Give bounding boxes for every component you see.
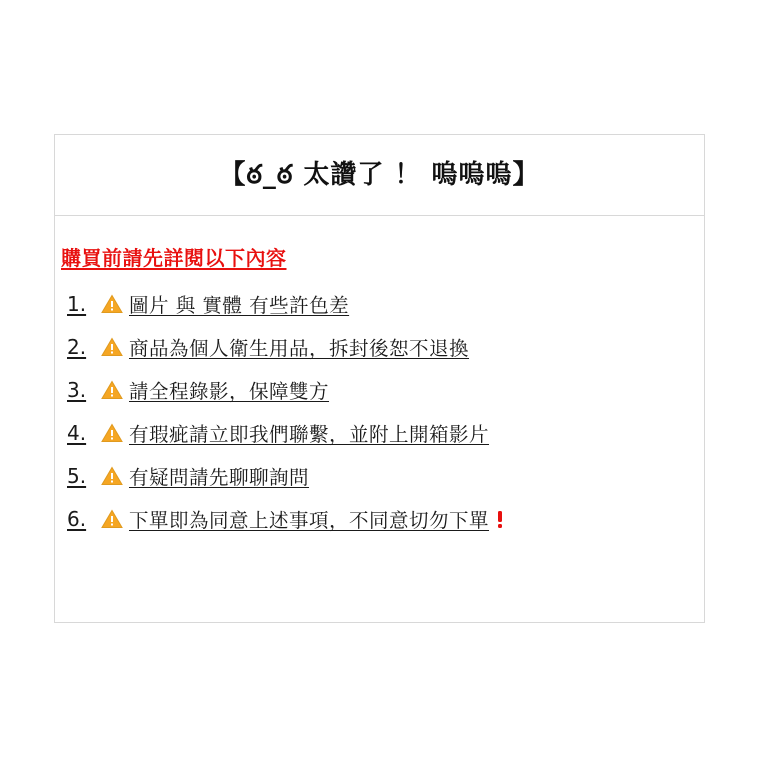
rule-text: 商品為個人衛生用品，拆封後恕不退換 — [129, 337, 470, 360]
notice-subtitle: 購買前請先詳閱以下內容 — [61, 246, 287, 270]
red-exclamation-icon — [493, 509, 507, 529]
list-item — [55, 289, 704, 319]
rule-text: 有瑕疵請立即我們聯繫，並附上開箱影片 — [129, 423, 490, 446]
rule-number: 5. — [67, 464, 87, 488]
rule-text: 請全程錄影，保障雙方 — [129, 380, 330, 403]
notice-body — [55, 216, 704, 534]
page-title: 【ఠ_ఠ 太讚了 ！ 嗚嗚嗚】 — [219, 160, 540, 190]
list-item — [55, 375, 704, 405]
list-item — [55, 504, 704, 534]
warning-triangle-icon — [101, 509, 123, 529]
rule-list — [55, 289, 704, 534]
rule-number: 4. — [67, 421, 87, 445]
rule-number: 3. — [67, 378, 87, 402]
notice-header — [55, 135, 704, 216]
rule-text: 圖片 與 實體 有些許色差 — [129, 294, 350, 317]
purchase-notice-card — [54, 134, 705, 623]
list-item — [55, 461, 704, 491]
rule-text: 有疑問請先聊聊詢問 — [129, 466, 310, 489]
rule-text: 下單即為同意上述事項，不同意切勿下單 — [129, 509, 490, 532]
warning-triangle-icon — [101, 380, 123, 400]
rule-number: 6. — [67, 507, 87, 531]
list-item — [55, 332, 704, 362]
warning-triangle-icon — [101, 294, 123, 314]
rule-number: 2. — [67, 335, 87, 359]
warning-triangle-icon — [101, 466, 123, 486]
subtitle-row — [55, 242, 704, 271]
rule-number: 1. — [67, 292, 87, 316]
warning-triangle-icon — [101, 337, 123, 357]
warning-triangle-icon — [101, 423, 123, 443]
list-item — [55, 418, 704, 448]
